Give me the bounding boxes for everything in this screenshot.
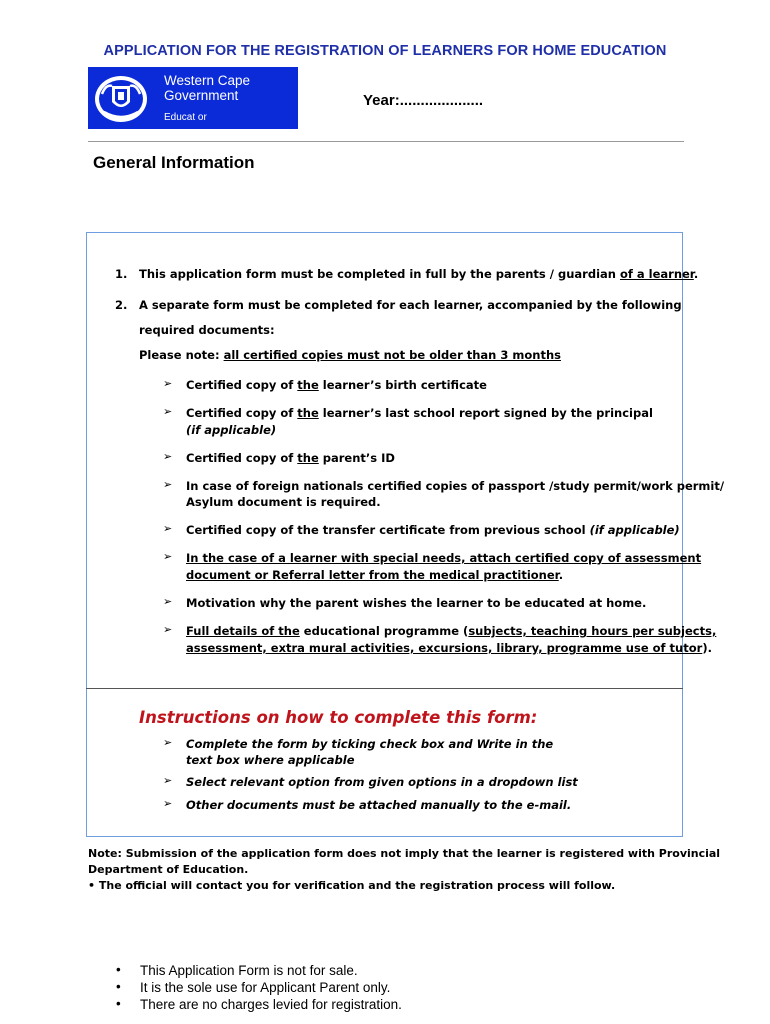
form-title: APPLICATION FOR THE REGISTRATION OF LEARNERS FOR HOME EDUCATION bbox=[103, 43, 667, 59]
arrow-bullet-icon: ➢ bbox=[163, 478, 173, 491]
arrow-bullet-icon: ➢ bbox=[163, 595, 173, 608]
doc-foreign-nationals-line2: Asylum document is required. bbox=[186, 495, 381, 509]
logo-subtext: Educat or bbox=[164, 112, 207, 123]
doc-birth-certificate: Certified copy of the learner’s birth certificate bbox=[186, 378, 487, 392]
doc-parent-id: Certified copy of the parent’s ID bbox=[186, 451, 395, 465]
item-1-text: This application form must be completed in full by the parents / guardian of a learner. bbox=[139, 267, 699, 281]
arrow-bullet-icon: ➢ bbox=[163, 377, 173, 390]
instruction-2: Select relevant option from given options in a dropdown list bbox=[186, 775, 578, 789]
footer-bullet-icon: • bbox=[116, 996, 121, 1011]
item-number-1: 1. bbox=[115, 267, 128, 281]
header-divider bbox=[88, 141, 684, 142]
footer-bullet-icon: • bbox=[116, 979, 121, 994]
instructions-title: Instructions on how to complete this form: bbox=[139, 708, 538, 727]
arrow-bullet-icon: ➢ bbox=[163, 405, 173, 418]
footer-not-for-sale: This Application Form is not for sale. bbox=[140, 963, 358, 978]
doc-educational-programme-line2: assessment, extra mural activities, excursions, library, programme use of tutor). bbox=[186, 641, 712, 655]
logo-text-line2: Government bbox=[164, 88, 239, 103]
doc-school-report: Certified copy of the learner’s last school report signed by the principal bbox=[186, 406, 653, 420]
footer-sole-use: It is the sole use for Applicant Parent only. bbox=[140, 980, 391, 995]
box-divider bbox=[86, 688, 683, 689]
doc-motivation: Motivation why the parent wishes the learner to be educated at home. bbox=[186, 596, 647, 610]
footer-no-charges: There are no charges levied for registration. bbox=[140, 997, 402, 1012]
instruction-1-line2: text box where applicable bbox=[186, 753, 355, 767]
submission-note-line2: Department of Education. bbox=[88, 863, 249, 876]
item-2-line2: required documents: bbox=[139, 323, 275, 337]
doc-transfer-certificate: Certified copy of the transfer certificate from previous school (if applicable) bbox=[186, 523, 680, 537]
submission-note-line1: Note: Submission of the application form does not imply that the learner is registered with Provincial bbox=[88, 847, 721, 860]
certified-copies-note: Please note: all certified copies must not be older than 3 months bbox=[139, 348, 561, 362]
arrow-bullet-icon: ➢ bbox=[163, 736, 173, 749]
arrow-bullet-icon: ➢ bbox=[163, 774, 173, 787]
arrow-bullet-icon: ➢ bbox=[163, 450, 173, 463]
item-2-line1: A separate form must be completed for each learner, accompanied by the following bbox=[139, 298, 682, 312]
western-cape-logo bbox=[88, 67, 298, 129]
arrow-bullet-icon: ➢ bbox=[163, 797, 173, 810]
arrow-bullet-icon: ➢ bbox=[163, 550, 173, 563]
item-number-2: 2. bbox=[115, 298, 128, 312]
doc-educational-programme-line1: Full details of the educational programme (subjects, teaching hours per subjects, bbox=[186, 624, 717, 638]
verification-note: • The official will contact you for verification and the registration process will follow. bbox=[88, 879, 616, 892]
doc-special-needs-line2: document or Referral letter from the medical practitioner. bbox=[186, 568, 564, 582]
coat-of-arms-icon bbox=[92, 72, 150, 124]
arrow-bullet-icon: ➢ bbox=[163, 623, 173, 636]
doc-foreign-nationals-line1: In case of foreign nationals certified copies of passport /study permit/work permit/ bbox=[186, 479, 725, 493]
doc-special-needs-line1: In the case of a learner with special needs, attach certified copy of assessment bbox=[186, 551, 702, 565]
logo-text-line1: Western Cape bbox=[164, 73, 251, 88]
doc-school-report-note: (if applicable) bbox=[186, 423, 277, 437]
footer-bullet-icon: • bbox=[116, 962, 121, 977]
instruction-3: Other documents must be attached manually to the e-mail. bbox=[186, 798, 572, 812]
instruction-1-line1: Complete the form by ticking check box and Write in the bbox=[186, 737, 554, 751]
year-field[interactable]: Year:.................... bbox=[363, 92, 484, 109]
arrow-bullet-icon: ➢ bbox=[163, 522, 173, 535]
section-title: General Information bbox=[93, 153, 255, 172]
